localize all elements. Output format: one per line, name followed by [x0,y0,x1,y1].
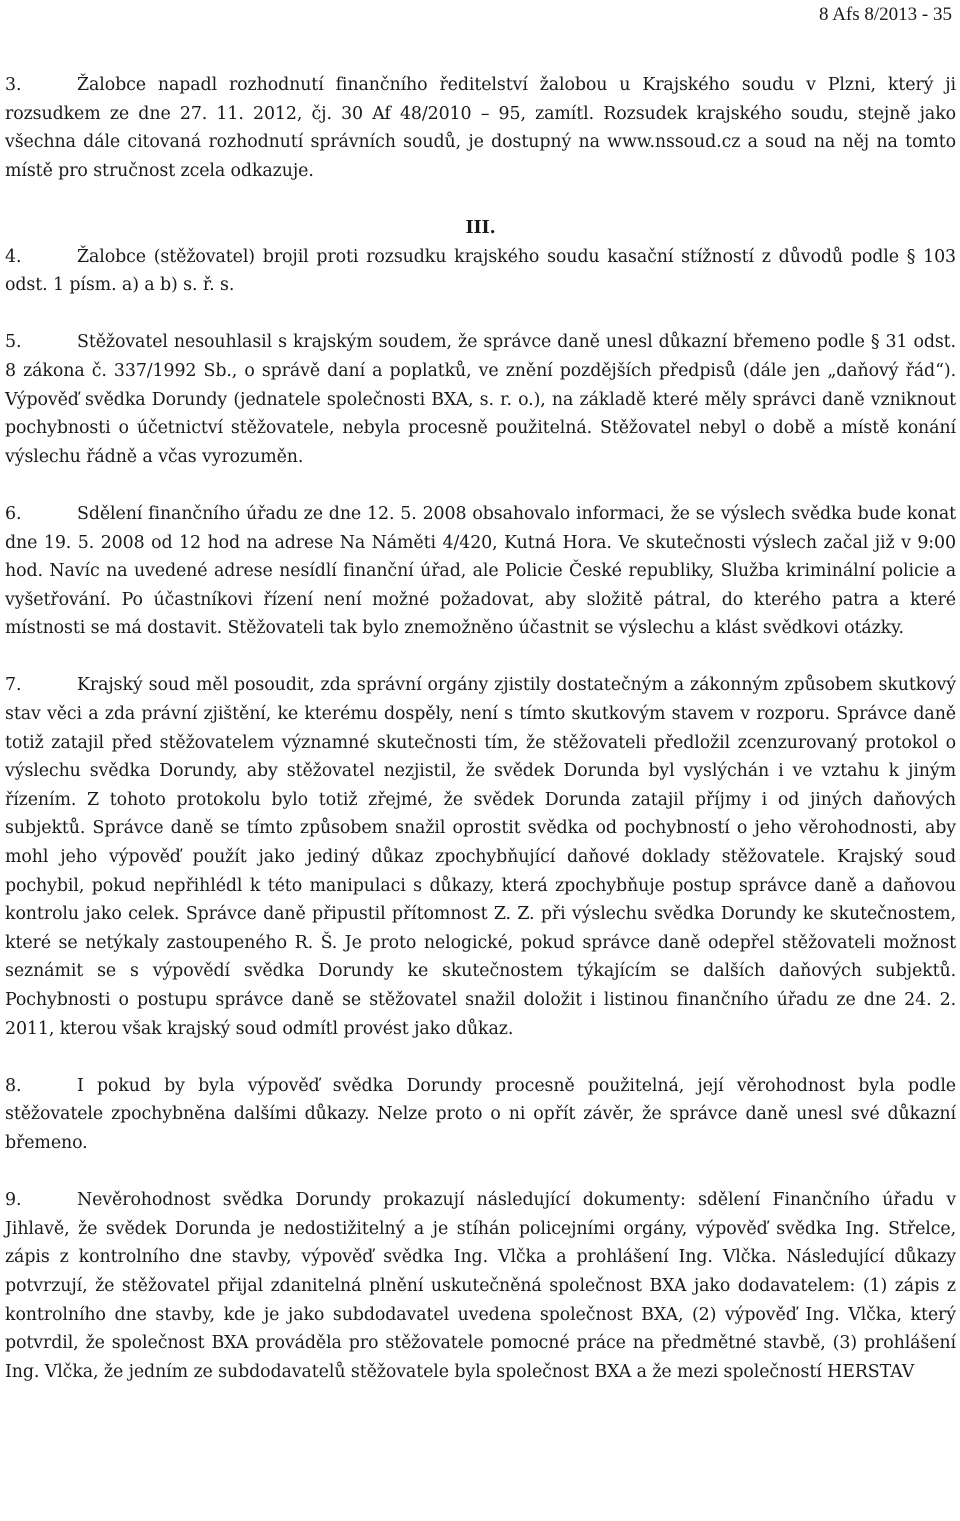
paragraph-3 [5,71,956,185]
paragraph-number: 7. [5,675,22,696]
paragraph-8 [5,1072,956,1158]
paragraph-7 [5,671,956,1043]
paragraph-number: 3. [5,75,22,95]
paragraph-text: I pokud by byla výpověď svědka Dorundy procesně použitelná, její věrohodnost byla podle stěžovatele zpochybněna dalšími důkazy. Nelze proto o ni opřít závěr, že správce daně unesl své důkazní břemeno. [5,1075,956,1153]
paragraph-number: 5. [5,332,22,353]
paragraph-4 [5,243,956,300]
paragraph-text: Krajský soud měl posoudit, zda správní orgány zjistily dostatečným a zákonným způsobem skutkový stav věci a zda právní zjištění, ke kterému dospěly, není s tímto skutkovým stavem v rozporu. Správce daně totiž zatajil před stěžovatelem významné skutečnosti tím, že stěžovateli předložil zcenzurovaný protokol o výslechu svědka Dorundy, aby stěžovatel nezjistil, že svědek Dorunda byl vyslýchán i ve vztahu k jiným řízením. Z tohoto protokolu bylo totiž zřejmé, že svědek Dorunda zatajil příjmy i od jiných daňových subjektů. Správce daně se tímto způsobem snažil oprostit svědka od pochybností o jeho věrohodnosti, aby mohl jeho výpověď použít jako jediný důkaz zpochybňující daňové doklady stěžovatele. Krajský soud pochybil, pokud nepřihlédl k této manipulaci s důkazy, která zpochybňuje postup správce daně a daňovou kontrolu jako celek. Správce daně připustil přítomnost Z. Z. při výslechu svědka Dorundy ke skutečnostem, které se netýkaly zastoupeného R. Š. Je proto nelogické, pokud správce daně odepřel stěžovateli možnost seznámit se s výpovědí svědka Dorundy ke skutečnostem týkajícím se dalších daňových subjektů. Pochybnosti o postupu správce daně se stěžovatel snažil doložit i listinou finančního úřadu ze dne 24. 2. 2011, kterou však krajský soud odmítl provést jako důkaz. [5,675,956,1039]
paragraph-text: Žalobce (stěžovatel) brojil proti rozsudku krajského soudu kasační stížností z důvodů podle § 103 odst. 1 písm. a) a b) s. ř. s. [5,246,956,296]
paragraph-text: Žalobce napadl rozhodnutí finančního ředitelství žalobou u Krajského soudu v Plzni, který ji rozsudkem ze dne 27. 11. 2012, čj. 30 Af 48/2010 – 95, zamítl. Rozsudek krajského soudu, stejně jako všechna dále citovaná rozhodnutí správních soudů, je dostupný na www.nssoud.cz a soud na něj na tomto místě pro stručnost zcela odkazuje. [5,75,956,181]
paragraph-number: 4. [5,246,22,267]
paragraph-6 [5,500,956,643]
paragraph-number: 9. [5,1190,22,1211]
paragraph-text: Sdělení finančního úřadu ze dne 12. 5. 2008 obsahovalo informaci, že se výslech svědka bude konat dne 19. 5. 2008 od 12 hod na adrese Na Náměti 4/420, Kutná Hora. Ve skutečnosti výslech začal již v 9:00 hod. Navíc na uvedené adrese nesídlí finanční úřad, ale Policie České republiky, Služba kriminální policie a vyšetřování. Po účastníkovi řízení není možné požadovat, aby složitě pátral, do kterého patra a které místnosti se má dostavit. Stěžovateli tak bylo znemožněno účastnit se výslechu a klást svědkovi otázky. [5,503,956,639]
paragraph-5 [5,328,956,471]
paragraph-text: Stěžovatel nesouhlasil s krajským soudem, že správce daně unesl důkazní břemeno podle § 31 odst. 8 zákona č. 337/1992 Sb., o správě daní a poplatků, ve znění pozdějších předpisů (dále jen „daňový řád“). Výpověď svědka Dorundy (jednatele společnosti BXA, s. r. o.), na základě které měly správci daně vzniknout pochybnosti o účetnictví stěžovatele, nebyla procesně použitelná. Stěžovatel nebyl o době a místě konání výslechu řádně a včas vyrozuměn. [5,332,956,467]
document-body [5,71,956,1415]
section-heading: III. [465,217,496,238]
paragraph-text: Nevěrohodnost svědka Dorundy prokazují následující dokumenty: sdělení Finančního úřadu v Jihlavě, že svědek Dorunda je nedostižitelný a je stíhán policejními orgány, výpověď svědka Ing. Střelce, zápis z kontrolního dne stavby, výpověď svědka Ing. Vlčka a prohlášení Ing. Vlčka. Následující důkazy potvrzují, že stěžovatel přijal zdanitelná plnění uskutečněná společnost BXA jako dodavatelem: (1) zápis z kontrolního dne stavby, kde je jako subdodavatel uvedena společnost BXA, (2) výpověď Ing. Vlčka, který potvrdil, že společnost BXA prováděla pro stěžovatele pomocné práce na předmětné stavbě, (3) prohlášení Ing. Vlčka, že jedním ze subdodavatelů stěžovatele byla společnost BXA a že mezi společností HERSTAV [5,1190,956,1382]
paragraph-9 [5,1186,956,1386]
paragraph-number: 6. [5,503,22,524]
paragraph-number: 8. [5,1075,22,1096]
page-reference: 8 Afs 8/2013 - 35 [819,4,952,25]
